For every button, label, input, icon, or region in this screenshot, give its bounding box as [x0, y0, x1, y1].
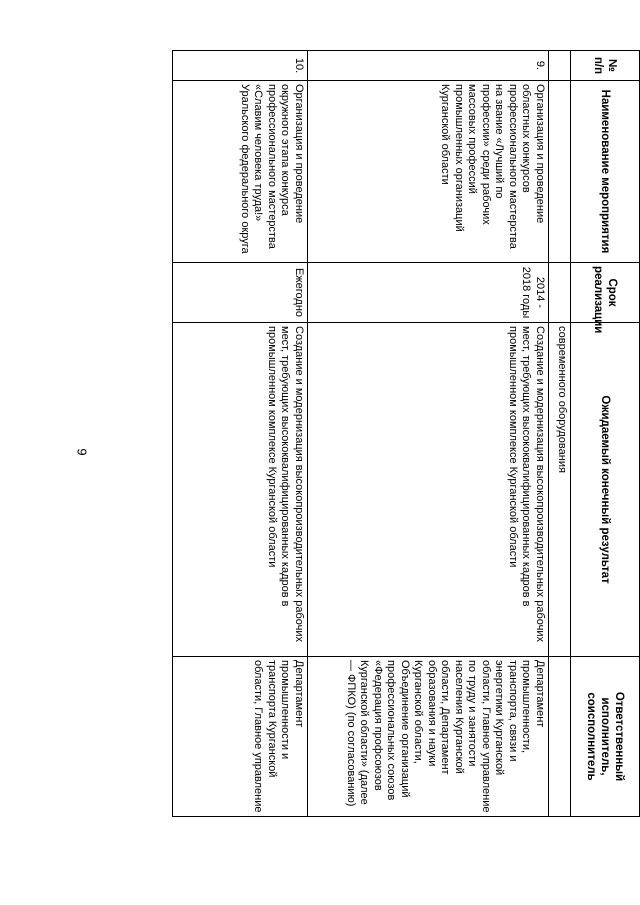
header-result: Ожидаемый конечный результат: [571, 323, 640, 657]
cell-result: Создание и модернизация высокопроизводительных рабочих мест, требующих высококвалифицированных кадров в промышленном комплексе Курганской области: [308, 323, 549, 657]
header-executor: Ответственный исполнитель, соисполнитель: [571, 657, 640, 817]
cell-result: современного оборудования: [549, 323, 571, 657]
cell-num: 9.: [308, 51, 549, 81]
cell-term: 2014 - 2018 годы: [308, 263, 549, 323]
cell-num: [549, 51, 571, 81]
table-header-row: [571, 51, 640, 817]
cell-name: [549, 81, 571, 263]
cell-num: 10.: [173, 51, 308, 81]
table-row: [549, 51, 571, 817]
page-number: 9: [74, 448, 90, 456]
table-row: [308, 51, 549, 817]
header-num: № п/п: [571, 51, 640, 81]
table-row: [173, 51, 308, 817]
cell-term: [549, 263, 571, 323]
cell-name: Организация и проведение областных конкурсов профессионального мастерства на звание «Лучший по профессии» среди рабочих массовых профессий промышленных организаций Курганской области: [308, 81, 549, 263]
header-term: Срок реализации: [571, 263, 640, 323]
cell-term: Ежегодно: [173, 263, 308, 323]
cell-name: Организация и проведение окружного этапа конкурса профессионального мастерства «Славим человека труда!» Уральского федерального округа: [173, 81, 308, 263]
measures-table: [172, 50, 640, 817]
cell-executor: Департамент промышленности, транспорта, связи и энергетики Курганской области, Главное управление по труду и занятости населения Курганской области, Департамент образования и науки Курганской области, Объединение организаций профессиональных союзов «Федерация профсоюзов Курганской области» (далее — ФПКО) (по согласованию): [308, 657, 549, 817]
cell-result: Создание и модернизация высокопроизводительных рабочих мест, требующих высококвалифицированных кадров в промышленном комплексе Курганской области: [173, 323, 308, 657]
header-name: Наименование мероприятия: [571, 81, 640, 263]
cell-executor: [549, 657, 571, 817]
cell-executor: Департамент промышленности и транспорта Курганской области, Главное управление: [173, 657, 308, 817]
rotated-table-container: [112, 50, 640, 816]
